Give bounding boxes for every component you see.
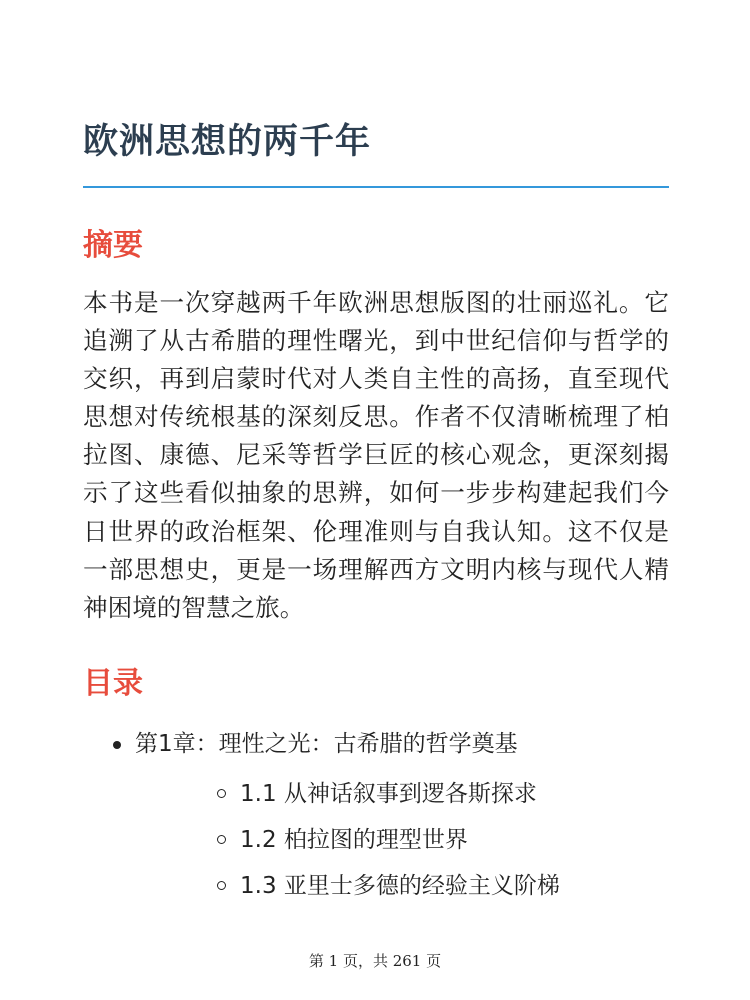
document-page xyxy=(83,118,669,914)
toc-section-item[interactable] xyxy=(135,776,669,822)
toc-section-list xyxy=(135,776,669,914)
toc-section-item[interactable] xyxy=(135,868,669,914)
toc-chapter-title: 第1章：理性之光：古希腊的哲学奠基 xyxy=(135,730,518,757)
toc-section-item[interactable] xyxy=(135,822,669,868)
abstract-text: 本书是一次穿越两千年欧洲思想版图的壮丽巡礼。它追溯了从古希腊的理性曙光，到中世纪信仰与哲学的交织，再到启蒙时代对人类自主性的高扬，直至现代思想对传统根基的深刻反思。作者不仅清晰梳理了柏拉图、康德、尼采等哲学巨匠的核心观念，更深刻揭示了这些看似抽象的思辨，如何一步步构建起我们今日世界的政治框架、伦理准则与自我认知。这不仅是一部思想史，更是一场理解西方文明内核与现代人精神困境的智慧之旅。 xyxy=(83,288,669,622)
document-title: 欧洲思想的两千年 xyxy=(83,122,372,162)
abstract-heading: 摘要 xyxy=(83,228,143,263)
toc-section-label: 1.3 亚里士多德的经验主义阶梯 xyxy=(240,872,560,899)
toc-section-label: 1.2 柏拉图的理型世界 xyxy=(240,826,468,853)
bullet-disc-icon xyxy=(113,741,121,749)
bullet-circle-icon xyxy=(217,881,226,890)
toc-section-label: 1.1 从神话叙事到逻各斯探求 xyxy=(240,780,537,807)
toc-list xyxy=(83,726,669,914)
bullet-circle-icon xyxy=(217,789,226,798)
toc-heading: 目录 xyxy=(83,665,143,701)
title-divider xyxy=(83,186,669,188)
bullet-circle-icon xyxy=(217,835,226,844)
toc-chapter-item[interactable] xyxy=(83,726,669,914)
page-footer: 第 1 页，共 261 页 xyxy=(308,952,442,970)
